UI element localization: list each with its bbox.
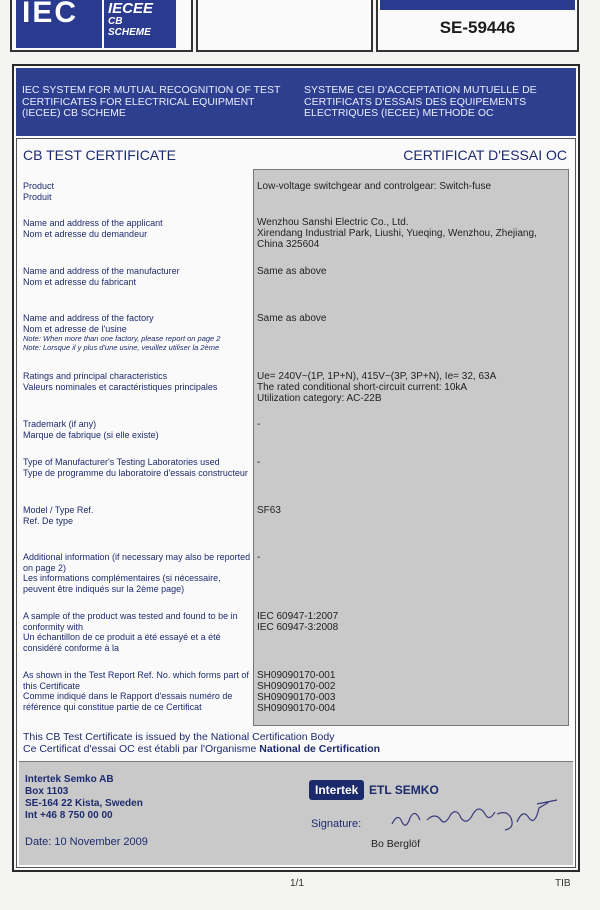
issue-date: Date: 10 November 2009	[25, 836, 148, 848]
issued-statement-en: This CB Test Certificate is issued by the National Certification Body	[23, 731, 335, 743]
iec-logo-box	[10, 0, 193, 52]
report-ref-4: SH09090170-004	[257, 703, 336, 714]
issued-statement	[23, 731, 380, 755]
number-box-band	[380, 0, 575, 10]
issued-fr-prefix: Ce Certificat d'essai OC est établi par l'Organisme	[23, 743, 260, 755]
product-value: Low-voltage switchgear and controlgear: Switch-fuse	[257, 181, 492, 192]
issuer-panel	[19, 761, 573, 865]
test-report-value	[257, 670, 562, 714]
intertek-logo: Intertek	[309, 780, 364, 800]
additional-info-value: -	[257, 552, 261, 563]
values-panel	[253, 169, 569, 726]
ratings-voltage-current: Ue= 240V~(1P, 1P+N), 415V~(3P, 3P+N), Ie= 32, 63A	[257, 371, 497, 382]
header-middle-box	[196, 0, 373, 52]
test-report-label-fr: Comme indiqué dans le Rapport d'essais numéro de référence qui constitue partie de ce Certificat	[23, 691, 233, 712]
applicant-label	[23, 218, 253, 239]
ratings-value	[257, 371, 562, 404]
ratings-label-en: Ratings and principal characteristics	[23, 371, 168, 381]
ratings-label-fr: Valeurs nominales et caractéristiques principales	[23, 381, 218, 392]
ratings-label	[23, 371, 253, 392]
manufacturer-label-fr: Nom et adresse du fabricant	[23, 276, 137, 287]
issuer-box: Box 1103	[25, 786, 69, 797]
trademark-label-en: Trademark (if any)	[23, 419, 97, 429]
certificate-body	[16, 138, 576, 868]
ratings-short-circuit: The rated conditional short-circuit current: 10kA	[257, 382, 468, 393]
signature-scrawl	[387, 796, 567, 836]
standard-2: IEC 60947-3:2008	[257, 622, 339, 633]
applicant-label-fr: Nom et adresse du demandeur	[23, 228, 148, 239]
manufacturer-label	[23, 266, 253, 287]
conformity-label	[23, 611, 253, 653]
applicant-value	[257, 217, 562, 250]
issuer-phone: Int +46 8 750 00 00	[25, 810, 113, 821]
applicant-label-en: Name and address of the applicant	[23, 218, 163, 228]
conformity-value	[257, 611, 562, 633]
issuer-street: SE-164 22 Kista, Sweden	[25, 798, 143, 809]
applicant-name: Wenzhou Sanshi Electric Co., Ltd.	[257, 217, 409, 228]
etl-semko-logo-text: ETL SEMKO	[369, 783, 439, 797]
iec-logo-text: IEC	[22, 0, 79, 29]
issued-fr-bold: National de Certification	[259, 743, 381, 755]
ratings-utilization: Utilization category: AC-22B	[257, 393, 382, 404]
report-ref-3: SH09090170-003	[257, 692, 336, 703]
factory-note-en: Note: When more than one factory, please report on page 2	[23, 334, 221, 343]
standard-1: IEC 60947-1:2007	[257, 611, 339, 622]
test-report-label-en: As shown in the Test Report Ref. No. which forms part of this Certificate	[23, 670, 249, 691]
page-code: TIB	[555, 878, 571, 889]
factory-value: Same as above	[257, 313, 327, 324]
title-english: CB TEST CERTIFICATE	[23, 147, 176, 163]
certificate-frame	[12, 64, 580, 872]
manufacturer-label-en: Name and address of the manufacturer	[23, 266, 180, 276]
report-ref-2: SH09090170-002	[257, 681, 336, 692]
test-lab-label-fr: Type de programme du laboratoire d'essais constructeur	[23, 467, 248, 478]
banner-english: IEC SYSTEM FOR MUTUAL RECOGNITION OF TEST CERTIFICATES FOR ELECTRICAL EQUIPMENT (IECEE) CB SCHEME	[22, 84, 281, 119]
signer-name: Bo Berglöf	[371, 838, 421, 850]
product-label	[23, 181, 253, 202]
iec-logo	[16, 0, 102, 48]
scheme-logo-text: SCHEME	[108, 27, 151, 38]
trademark-label	[23, 419, 253, 440]
scheme-banner	[16, 68, 576, 136]
certificate-number-box	[376, 0, 579, 52]
test-report-label	[23, 670, 253, 712]
factory-label-en: Name and address of the factory	[23, 313, 154, 323]
test-lab-label-en: Type of Manufacturer's Testing Laboratories used	[23, 457, 220, 467]
model-value: SF63	[257, 505, 281, 516]
banner-french: SYSTEME CEI D'ACCEPTATION MUTUELLE DE CERTIFICATS D'ESSAIS DES EQUIPEMENTS ELECTRIQUES (IECEE) METHODE OC	[304, 84, 537, 119]
model-label-fr: Ref. De type	[23, 515, 74, 526]
iecee-logo-text: IECEE	[108, 0, 154, 17]
trademark-label-fr: Marque de fabrique (si elle existe)	[23, 429, 159, 440]
certificate-number: SE-59446	[439, 18, 516, 37]
model-label	[23, 505, 253, 526]
factory-label	[23, 313, 253, 352]
title-french: CERTIFICAT D'ESSAI OC	[403, 147, 567, 163]
factory-label-fr: Nom et adresse de l'usine	[23, 323, 127, 334]
applicant-country: China 325604	[257, 239, 320, 250]
additional-info-label-fr: Les informations complémentaires (si nécessaire, peuvent être indiqués sur la 2ème page)	[23, 573, 221, 594]
conformity-label-fr: Un échantillon de ce produit a été essayé et a été considéré conforme à la	[23, 632, 221, 653]
trademark-value: -	[257, 419, 261, 430]
test-lab-value: -	[257, 457, 261, 468]
model-label-en: Model / Type Ref.	[23, 505, 94, 515]
additional-info-label-en: Additional information (if necessary may also be reported on page 2)	[23, 552, 251, 573]
cb-logo-text: CB	[108, 16, 123, 27]
factory-note-fr: Note: Lorsque il y plus d'une usine, veuillez utiliser la 2ème	[23, 343, 220, 352]
issuer-name: Intertek Semko AB	[25, 774, 114, 785]
page-number: 1/1	[290, 878, 304, 889]
additional-info-label	[23, 552, 253, 594]
applicant-address: Xirendang Industrial Park, Liushi, Yueqing, Wenzhou, Zhejiang,	[257, 228, 537, 239]
issuer-address	[25, 774, 143, 822]
issued-statement-fr	[23, 743, 380, 755]
report-ref-1: SH09090170-001	[257, 670, 336, 681]
iecee-cb-logo	[104, 0, 176, 48]
signature-label: Signature:	[311, 818, 362, 830]
product-label-en: Product	[23, 181, 55, 191]
manufacturer-value: Same as above	[257, 266, 327, 277]
conformity-label-en: A sample of the product was tested and found to be in conformity with	[23, 611, 238, 632]
product-label-fr: Produit	[23, 191, 52, 202]
test-lab-label	[23, 457, 253, 478]
